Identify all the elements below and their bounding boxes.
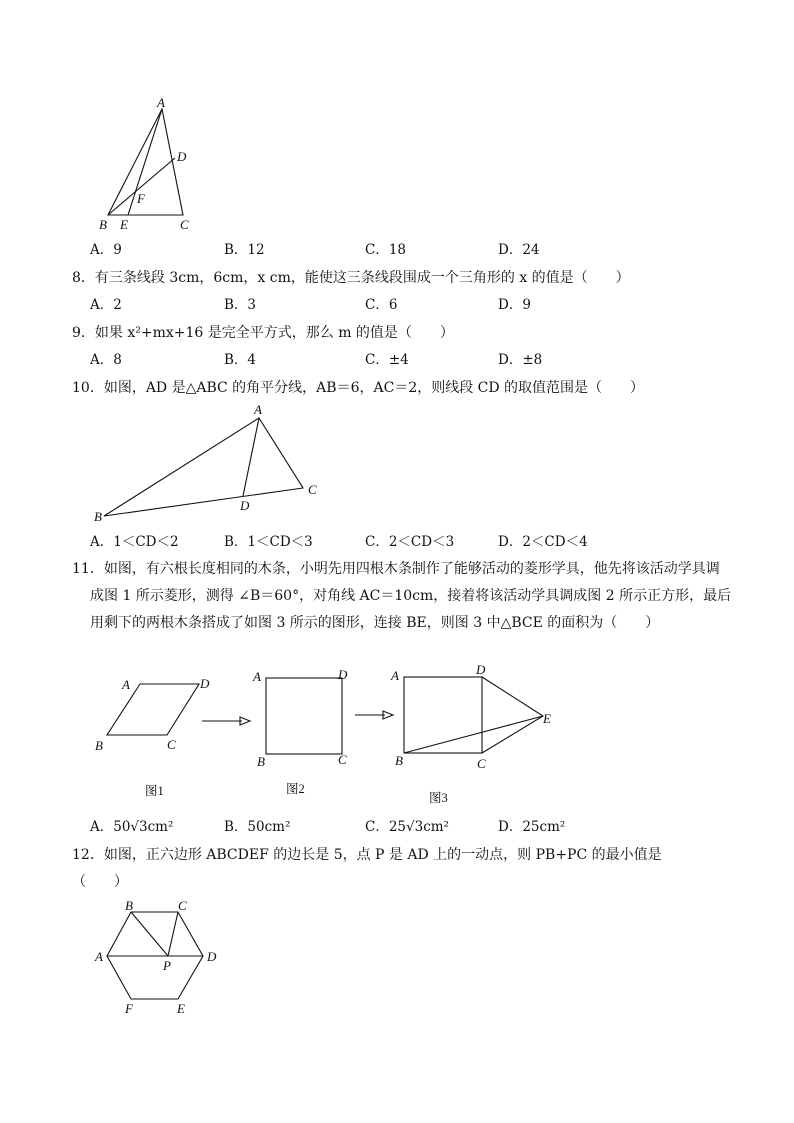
q7-option-d: D．24: [498, 242, 540, 258]
q12-label-b: B: [125, 898, 133, 913]
q12-label-e: E: [177, 1001, 185, 1016]
q11-fig1-label-a: A: [122, 677, 130, 692]
q10-label-d: D: [240, 498, 250, 513]
q9-option-b: B．4: [224, 352, 257, 368]
q10-segment-ad: [243, 418, 259, 496]
q12-label-p: P: [163, 958, 171, 973]
q11-fig2-square: [266, 678, 342, 754]
q7-label-a: A: [157, 95, 165, 110]
q11-fig3-label-d: D: [476, 662, 486, 677]
q10-option-a: A．1＜CD＜2: [90, 534, 179, 550]
q12-segment-pc: [168, 912, 178, 956]
q11-fig2-label-c: C: [338, 752, 347, 767]
q11-fig1-caption: 图1: [145, 784, 164, 798]
q11-fig3-square: [404, 677, 482, 753]
q10-triangle-figure: [88, 400, 328, 525]
q12-hexagon-figure: [90, 895, 230, 1025]
q12-label-c: C: [178, 898, 187, 913]
q11-fig3-segment-be: [404, 716, 543, 753]
q12-segment-pb: [131, 912, 168, 956]
q11-fig2-caption: 图2: [286, 782, 305, 796]
q8-option-a: A．2: [90, 297, 122, 313]
q12-question-line-1: 12．如图，正六边形 ABCDEF 的边长是 5，点 P 是 AD 上的一动点，则 PB+PC 的最小值是: [72, 847, 662, 863]
q9-option-c: C．±4: [365, 352, 409, 368]
q10-option-d: D．2＜CD＜4: [498, 534, 588, 550]
q11-fig3-label-c: C: [477, 756, 486, 771]
q10-label-b: B: [94, 509, 102, 524]
q11-fig3-label-b: B: [395, 753, 403, 768]
q7-label-d: D: [177, 149, 187, 164]
q7-option-c: C．18: [365, 242, 407, 258]
q11-fig3-triangle: [482, 677, 543, 753]
q11-option-d: D．25cm²: [498, 819, 566, 835]
q7-option-b: B．12: [224, 242, 265, 258]
q11-question-line-3: 用剩下的两根木条搭成了如图 3 所示的图形，连接 BE，则图 3 中△BCE 的面积为（ ）: [90, 615, 660, 631]
q7-label-f: F: [137, 191, 145, 206]
q11-fig2-label-d: D: [338, 667, 348, 682]
q8-option-b: B．3: [224, 297, 257, 313]
q12-label-f: F: [125, 1001, 133, 1016]
q10-triangle-abc: [104, 418, 303, 516]
q11-fig3-label-a: A: [391, 668, 399, 683]
q7-triangle-figure: [90, 95, 210, 235]
q11-option-c: C．25√3cm²: [365, 819, 449, 835]
q8-question-text: 8．有三条线段 3cm，6cm，x cm，能使这三条线段围成一个三角形的 x 的值是（ ）: [72, 270, 630, 286]
q11-figures: [85, 655, 565, 810]
q10-label-c: C: [308, 482, 317, 497]
q11-fig3-label-e: E: [543, 711, 551, 726]
q11-fig2-label-b: B: [257, 754, 265, 769]
q7-label-e: E: [120, 217, 128, 232]
q7-option-a: A．9: [90, 242, 122, 258]
q11-fig3-caption: 图3: [429, 791, 448, 805]
q8-option-d: D．9: [498, 297, 531, 313]
q12-question-line-2: （ ）: [72, 874, 128, 890]
q11-fig1-label-b: B: [95, 738, 103, 753]
q10-option-b: B．1＜CD＜3: [224, 534, 313, 550]
q12-label-d: D: [207, 949, 217, 964]
q7-segment-bd: [108, 158, 175, 215]
q11-fig1-label-c: C: [167, 737, 176, 752]
q9-question-text: 9．如果 x²+mx+16 是完全平方式，那么 m 的值是（ ）: [72, 325, 454, 341]
q9-option-a: A．8: [90, 352, 122, 368]
q11-option-b: B．50cm²: [224, 819, 291, 835]
q11-option-a: A．50√3cm²: [90, 819, 174, 835]
q7-segment-ae: [128, 109, 162, 215]
q10-question-text: 10．如图，AD 是△ABC 的角平分线，AB＝6，AC＝2，则线段 CD 的取值范围是（ ）: [72, 380, 645, 396]
q11-question-line-1: 11．如图，有六根长度相同的木条，小明先用四根木条制作了能够活动的菱形学具，他先将该活动学具调: [72, 561, 720, 577]
q11-fig1-label-d: D: [200, 676, 210, 691]
q11-fig1-rhombus: [107, 684, 199, 735]
q12-label-a: A: [95, 949, 103, 964]
q10-label-a: A: [254, 402, 262, 417]
q7-label-b: B: [99, 217, 107, 232]
q9-option-d: D．±8: [498, 352, 543, 368]
q8-option-c: C．6: [365, 297, 398, 313]
q7-label-c: C: [180, 217, 189, 232]
q10-option-c: C．2＜CD＜3: [365, 534, 455, 550]
q11-question-line-2: 成图 1 所示菱形，测得 ∠B＝60°，对角线 AC＝10cm，接着将该活动学具调成图 2 所示正方形，最后: [90, 588, 732, 604]
q11-fig2-label-a: A: [253, 669, 261, 684]
